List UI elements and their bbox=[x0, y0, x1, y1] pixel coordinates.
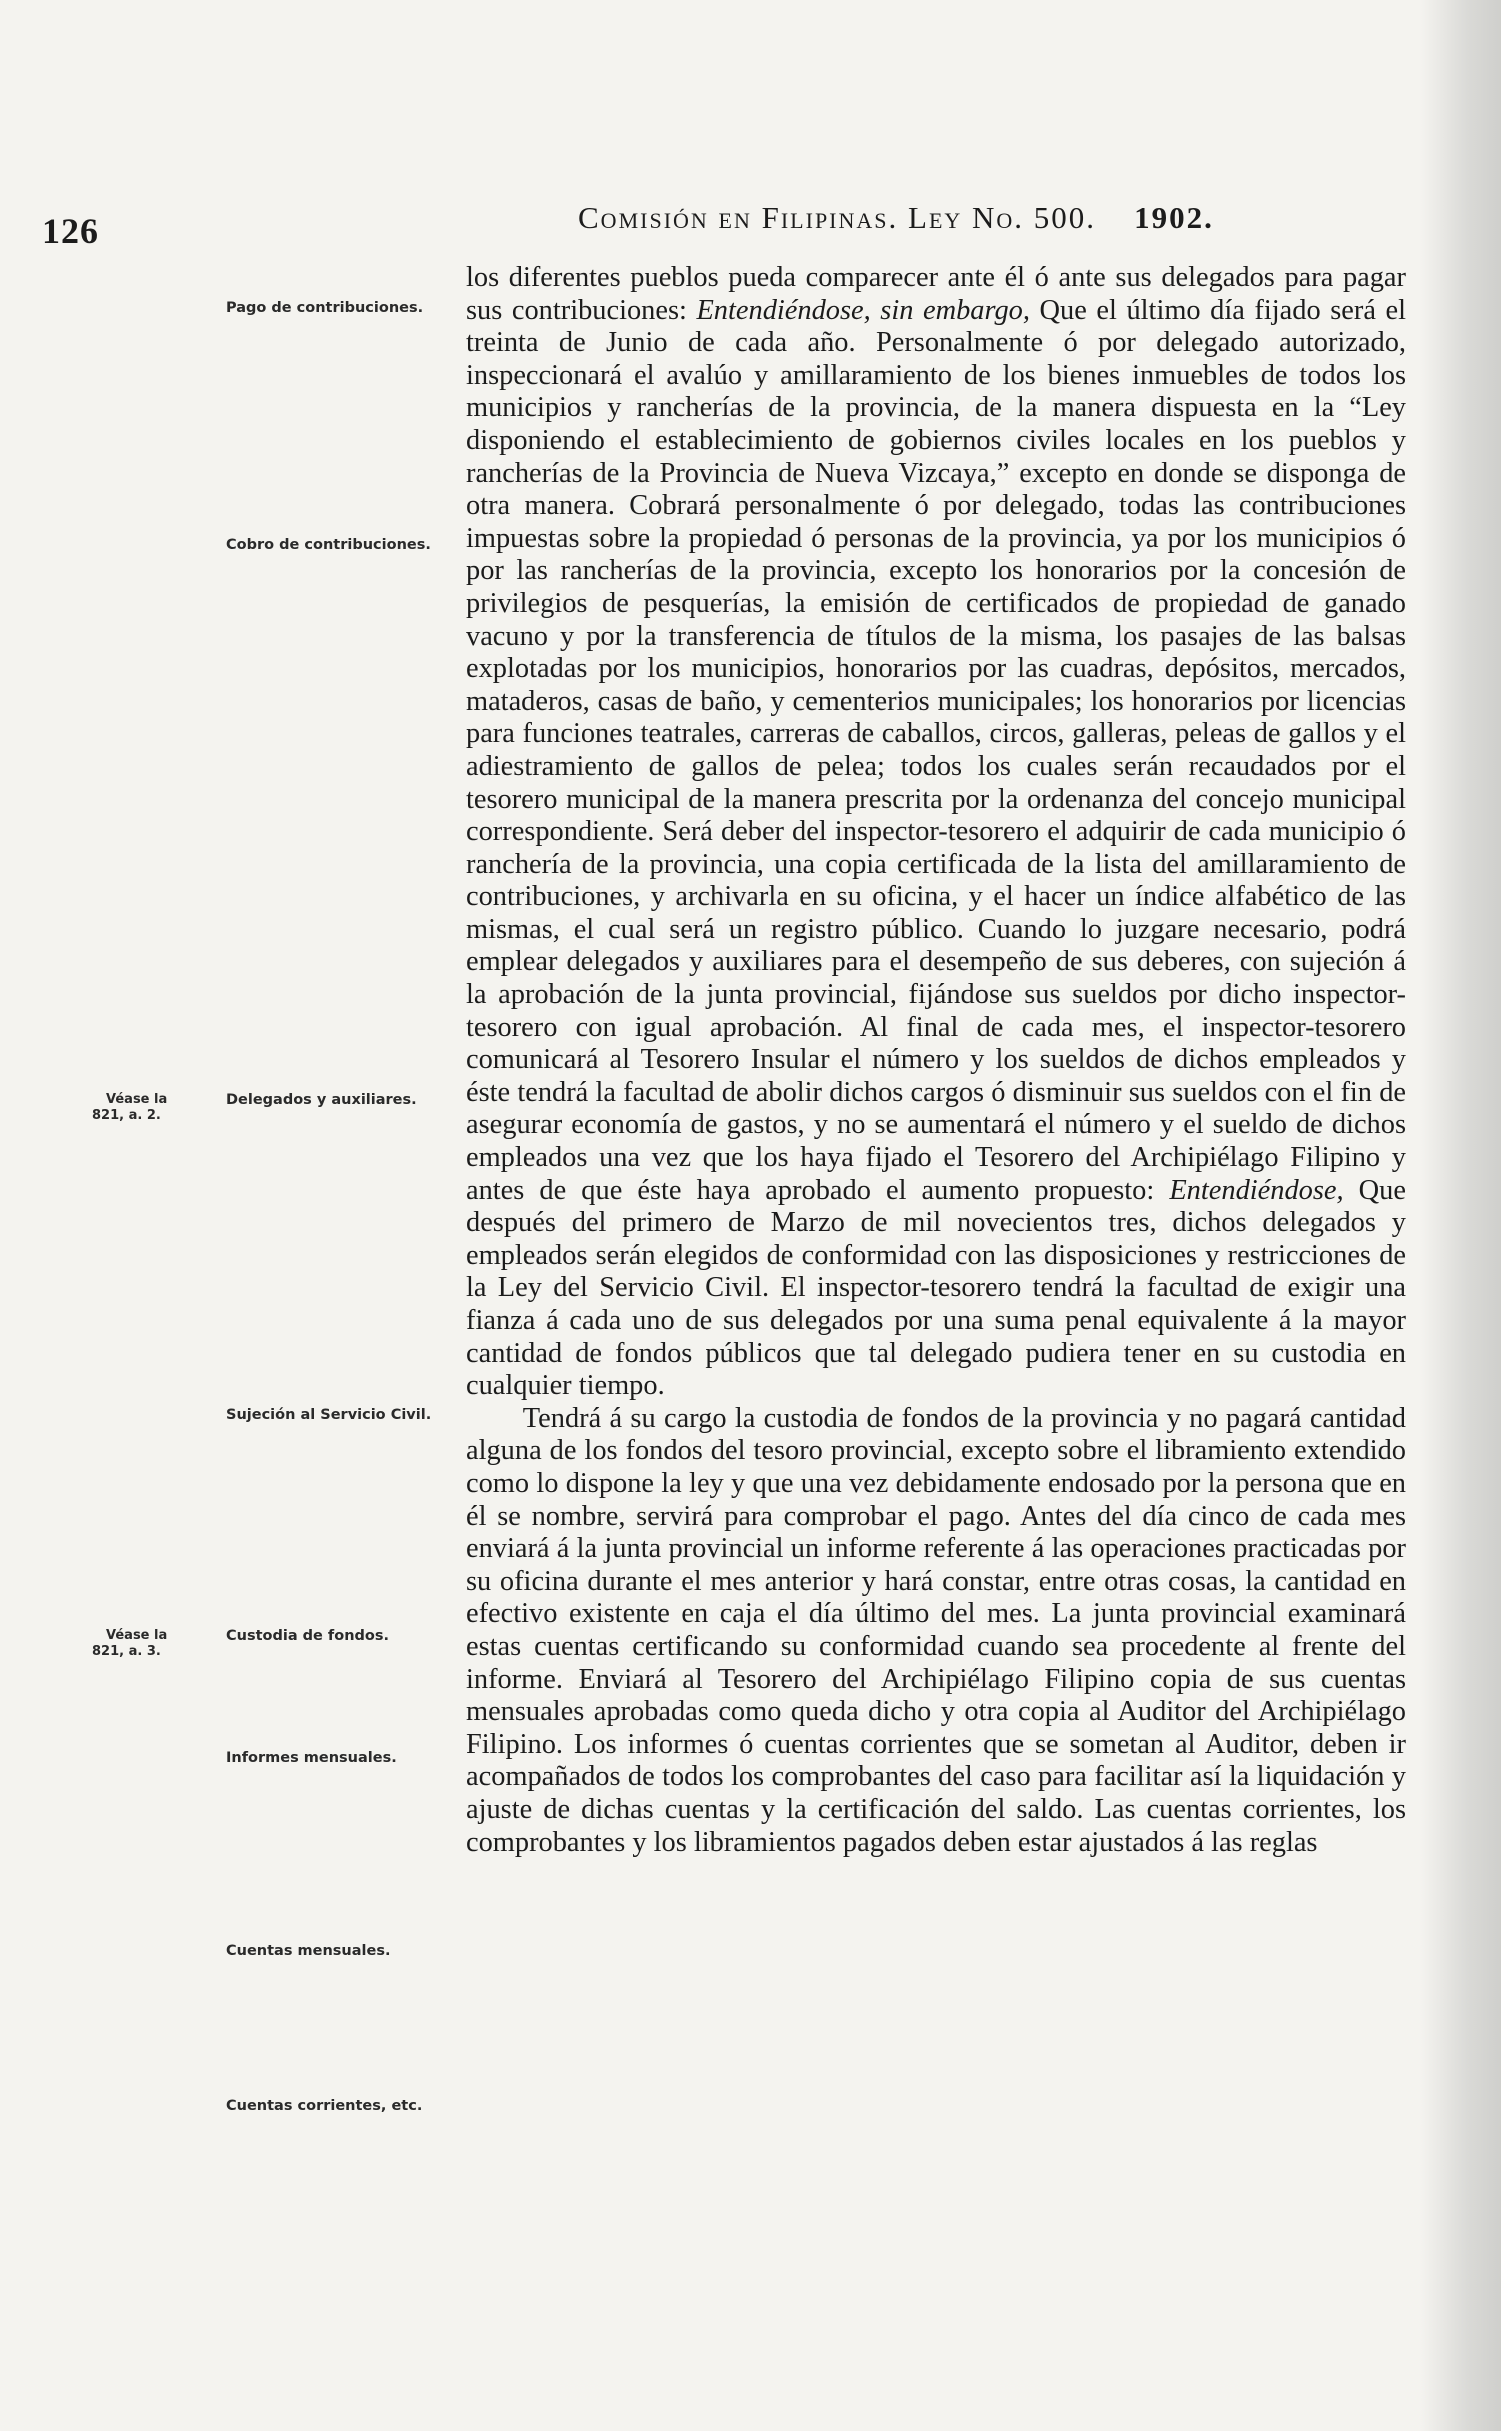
proviso-1: Entendiéndose, sin embargo, bbox=[696, 294, 1030, 326]
paragraph-1-part-c: Que después del primero de Marzo de mil novecientos tres, dichos delegados y empleados serán elegidos de conformidad con las disposiciones y restricciones de la Ley del Servicio Civil. El inspector-tesorero tendrá la facultad de exigir una fianza á cada uno de sus delegados por una suma penal equivalente á la mayor cantidad de fondos públicos que tal delegado pudiera tener en su custodia en cualquier tiempo. bbox=[466, 1174, 1406, 1402]
side-note-sujecion: Sujeción al Servicio Civil. bbox=[226, 1407, 432, 1423]
paragraph-1-part-a: los diferentes pueblos pueda comparecer ante él ó ante sus delegados para pagar sus contribuciones: bbox=[466, 262, 1406, 326]
proviso-2: Entendiéndose, bbox=[1169, 1174, 1344, 1206]
paragraph-2: Tendrá á su cargo la custodia de fondos de la provincia y no pagará cantidad alguna de los fondos del tesoro provincial, excepto sobre el libramiento extendido como lo dispone la ley y que una vez debidamente endosado por la persona que en él se nombre, servirá para comprobar el pago. Antes del día cinco de cada mes enviará á la junta provincial un informe referente á las operaciones practicadas por su oficina durante el mes anterior y hará constar, entre otras cosas, la cantidad en efectivo existente en caja el día último del mes. La junta provincial examinará estas cuentas certificando su conformidad cuando sea procedente al frente del informe. Enviará al Tesorero del Archipiélago Filipino copia de sus cuentas mensuales aprobadas como queda dicho y otra copia al Auditor del Archipiélago Filipino. Los informes ó cuentas corrientes que se sometan al Auditor, deben ir acompañados de todos los comprobantes del caso para facilitar así la liquidación y ajuste de dichas cuentas y la certificación del saldo. Las cuentas corrientes, los comprobantes y los libramientos pagados deben estar ajustados á las reglas bbox=[466, 1402, 1406, 1858]
running-head bbox=[578, 200, 1214, 236]
running-head-year: 1902. bbox=[1134, 200, 1214, 235]
side-note-cobro: Cobro de contribuciones. bbox=[226, 537, 431, 553]
side-note-delegados: Delegados y auxiliares. bbox=[226, 1092, 417, 1108]
side-note-pago: Pago de contribuciones. bbox=[226, 300, 424, 316]
cross-ref-2: Véase la 821, a. 3. bbox=[92, 1628, 168, 1659]
running-head-title: Comisión en Filipinas. Ley No. 500. bbox=[578, 200, 1097, 235]
page-number: 126 bbox=[42, 211, 99, 251]
side-note-cuentas-corrientes: Cuentas corrientes, etc. bbox=[226, 2098, 423, 2114]
cross-ref-1: Véase la 821, a. 2. bbox=[92, 1092, 168, 1123]
paragraph-1 bbox=[466, 262, 1406, 1403]
body-text bbox=[466, 262, 1406, 1859]
side-note-custodia: Custodia de fondos. bbox=[226, 1628, 390, 1644]
page-edge-shadow bbox=[1421, 0, 1501, 2431]
paragraph-1-part-b: Que el último día fijado será el treinta de Junio de cada año. Personalmente ó por delegado autorizado, inspeccionará el avalúo y amillaramiento de los bienes inmuebles de todos los municipios y rancherías de la provincia, de la manera dispuesta en la “Ley disponiendo el establecimiento de gobiernos civiles locales en los pueblos y rancherías de la Provincia de Nueva Vizcaya,” excepto en donde se disponga de otra manera. Cobrará personalmente ó por delegado, todas las contribuciones impuestas sobre la propiedad ó personas de la provincia, ya por los municipios ó por las rancherías de la provincia, excepto los honorarios por la concesión de privilegios de pesquerías, la emisión de certificados de propiedad de ganado vacuno y por la transferencia de títulos de la misma, los pasajes de las balsas explotadas por los municipios, honorarios por las cuadras, depósitos, mercados, mataderos, casas de baño, y cementerios municipales; los honorarios por licencias para funciones teatrales, carreras de caballos, circos, galleras, peleas de gallos y el adiestramiento de gallos de pelea; todos los cuales serán recaudados por el tesorero municipal de la manera prescrita por la ordenanza del concejo municipal correspondiente. Será deber del inspector-tesorero el adquirir de cada municipio ó ranchería de la provincia, una copia certificada de la lista del amillaramiento de contribuciones, y archivarla en su oficina, y el hacer un índice alfabético de las mismas, el cual será un registro público. Cuando lo juzgare necesario, podrá emplear delegados y auxiliares para el desempeño de sus deberes, con sujeción á la aprobación de la junta provincial, fijándose sus sueldos por dicho inspector-tesorero con igual aprobación. Al final de cada mes, el inspector-tesorero comunicará al Tesorero Insular el número y los sueldos de dichos empleados y éste tendrá la facultad de abolir dichos cargos ó disminuir sus sueldos con el fin de asegurar economía de gastos, y no se aumentará el número y el sueldo de dichos empleados una vez que los haya fijado el Tesorero del Archipiélago Filipino y antes de que éste haya aprobado el aumento propuesto: bbox=[466, 294, 1406, 1206]
side-note-cuentas-mensuales: Cuentas mensuales. bbox=[226, 1943, 391, 1959]
side-note-informes: Informes mensuales. bbox=[226, 1750, 397, 1766]
